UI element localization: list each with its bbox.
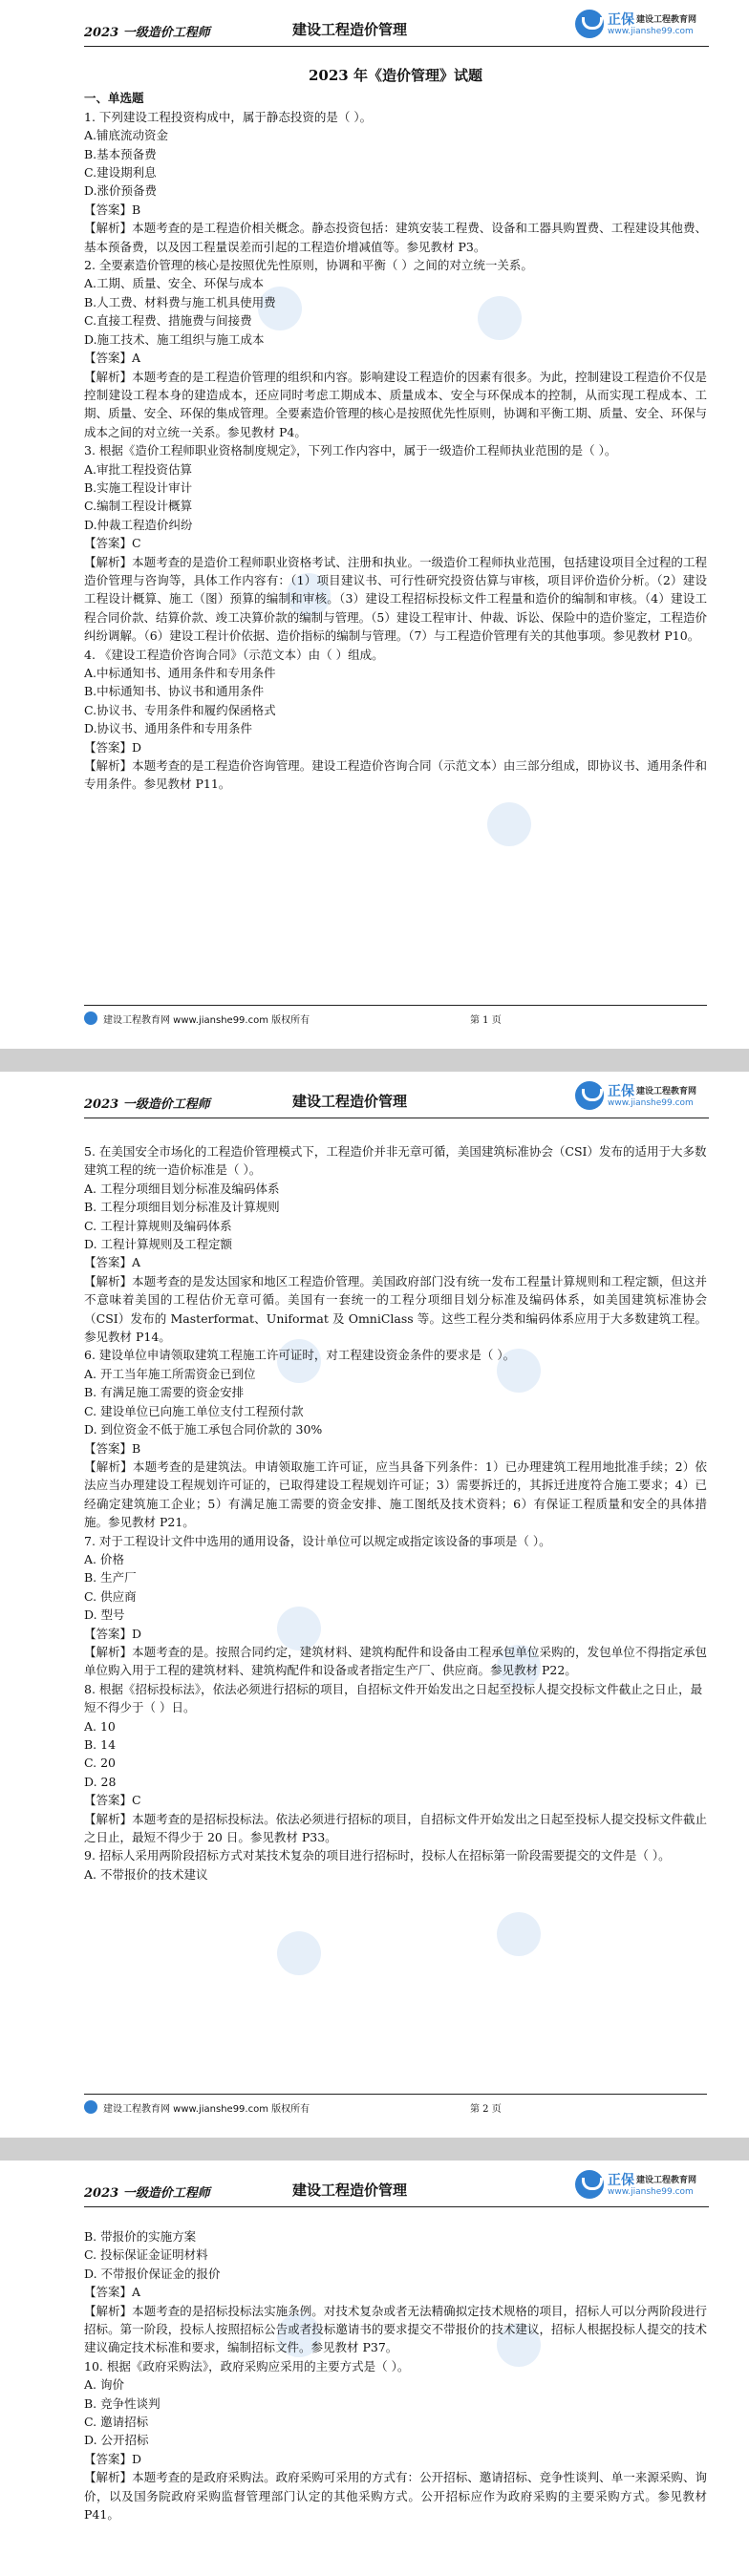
logo-url: www.jianshe99.com bbox=[608, 27, 694, 36]
option-line: D.仲裁工程造价纠纷 bbox=[84, 517, 193, 532]
option-line: D. 型号 bbox=[84, 1607, 125, 1623]
question-stem: 1. 下列建设工程投资构成中，属于静态投资的是（ ）。 bbox=[84, 109, 373, 124]
answer-line: 【答案】C bbox=[84, 1793, 141, 1808]
option-line: A.审批工程投资估算 bbox=[84, 461, 193, 477]
explanation-paragraph: 【解析】本题考查的是工程造价咨询管理。建设工程造价咨询合同（示范文本）由三部分组成，即协议书、通用条件和专用条件。参见教材 P11。 bbox=[84, 758, 707, 792]
explanation-paragraph: 【解析】本题考查的是。按照合同约定，建筑材料、建筑构配件和设备由工程承包单位采购的，发包单位不得指定承包单位购入用于工程的建筑材料、建筑构配件和设备或者指定生产厂、供应商。参见教材 P22。 bbox=[84, 1644, 707, 1678]
option-line: C. 投标保证金证明材料 bbox=[84, 2247, 208, 2263]
question-list bbox=[84, 108, 707, 794]
page-3-content bbox=[84, 2227, 707, 2524]
explanation-paragraph: 【解析】本题考查的是政府采购法。政府采购可采用的方式有：公开招标、邀请招标、竞争性谈判、单一来源采购、询价，以及国务院政府采购监督管理部门认定的其他采购方式。公开招标应作为政府采购的主要采购方式。参见教材 P41。 bbox=[84, 2470, 707, 2523]
option-line: B. 14 bbox=[84, 1737, 117, 1752]
logo-icon bbox=[575, 1081, 604, 1110]
logo-name: 正保 bbox=[608, 2173, 634, 2188]
explanation-paragraph: 【解析】本题考查的是造价工程师职业资格考试、注册和执业。一级造价工程师执业范围，包括建设项目全过程的工程造价管理与咨询等，具体工作内容有：（1）项目建议书、可行性研究投资估算与审核，项目评价造价分析。（2）建设工程设计概算、施工（图）预算的编制和审核。（3）建设工程招标投标文件工程量和造价的编制和审核。（4）建设工程合同价款、结算价款、竣工决算价款的编制与管理。（5）建设工程审计、仲裁、诉讼、保险中的造价鉴定，工程造价纠纷调解。（6）建设工程计价依据、造价指标的编制与管理。（7）与工程造价管理有关的其他事项。参见教材 P10。 bbox=[84, 554, 707, 644]
answer-line: 【答案】A bbox=[84, 2285, 141, 2300]
watermark-icon bbox=[487, 802, 531, 846]
option-line: B.人工费、材料费与施工机具使用费 bbox=[84, 294, 276, 309]
explanation-paragraph: 【解析】本题考查的是招标投标法。依法必须进行招标的项目，自招标文件开始发出之日起至投标人提交投标文件截止之日止，最短不得少于 20 日。参见教材 P33。 bbox=[84, 1811, 707, 1845]
option-line: C.直接工程费、措施费与间接费 bbox=[84, 313, 252, 329]
page-header bbox=[84, 2168, 709, 2207]
option-line: B. 竞争性谈判 bbox=[84, 2395, 160, 2411]
option-line: D. 不带报价保证金的报价 bbox=[84, 2266, 221, 2281]
option-line: D.施工技术、施工组织与施工成本 bbox=[84, 331, 265, 347]
option-line: A. 10 bbox=[84, 1718, 116, 1734]
option-line: A. 询价 bbox=[84, 2377, 124, 2393]
watermark-icon bbox=[277, 1931, 321, 1975]
logo-subtitle: 建设工程教育网 bbox=[636, 1087, 697, 1096]
document-page-1 bbox=[0, 0, 749, 1049]
option-line: C. 20 bbox=[84, 1756, 116, 1771]
question-stem: 4. 《建设工程造价咨询合同》（示范文本）由（ ）组成。 bbox=[84, 647, 384, 662]
option-line: C. 工程计算规则及编码体系 bbox=[84, 1218, 232, 1233]
header-exam-title: 2023 一级造价工程师 bbox=[84, 2186, 210, 2201]
explanation-paragraph: 【解析】本题考查的是招标投标法实施条例。对技术复杂或者无法精确拟定技术规格的项目，招标人可以分两阶段进行招标。第一阶段，投标人按照招标公告或者投标邀请书的要求提交不带报价的技术建议，招标人根据投标人提交的技术建议确定技术标准和要求，编制招标文件。参见教材 P37。 bbox=[84, 2303, 707, 2355]
header-exam-title: 2023 一级造价工程师 bbox=[84, 26, 210, 40]
explanation-paragraph: 【解析】本题考查的是建筑法。申请领取施工许可证，应当具备下列条件：1）已办理建筑工程用地批准手续；2）依法应当办理建设工程规划许可证的，已取得建设工程规划许可证；3）需要拆迁的，其拆迁进度符合施工要求；4）已经确定建筑施工企业；5）有满足施工需要的资金安排、施工图纸及技术资料；6）有保证工程质量和安全的具体措施。参见教材 P21。 bbox=[84, 1458, 707, 1530]
page-2-content bbox=[84, 1142, 707, 1884]
explanation-paragraph: 【解析】本题考查的是工程造价相关概念。静态投资包括：建筑安装工程费、设备和工器具购置费、工程建设其他费、基本预备费，以及因工程量误差而引起的工程造价增减值等。参见教材 P3。 bbox=[84, 221, 707, 254]
option-line: D.协议书、通用条件和专用条件 bbox=[84, 721, 253, 736]
page-number: 第 2 页 bbox=[470, 2104, 502, 2115]
footer-logo-icon bbox=[84, 1011, 97, 1025]
answer-line: 【答案】D bbox=[84, 2451, 142, 2466]
answer-line: 【答案】C bbox=[84, 536, 141, 551]
option-line: B. 生产厂 bbox=[84, 1570, 137, 1586]
option-line: A. 工程分项细目划分标准及编码体系 bbox=[84, 1181, 280, 1196]
option-line: C. 邀请招标 bbox=[84, 2415, 149, 2430]
option-line: B.中标通知书、协议书和通用条件 bbox=[84, 684, 265, 699]
option-line: D. 工程计算规则及工程定额 bbox=[84, 1237, 233, 1252]
question-stem: 5. 在美国安全市场化的工程造价管理模式下，工程造价并非无章可循，美国建筑标准协会（CSI）发布的适用于大多数建筑工程的统一造价标准是（ ）。 bbox=[84, 1144, 707, 1178]
option-line: C.建设期利息 bbox=[84, 165, 157, 181]
logo-url: www.jianshe99.com bbox=[608, 1098, 694, 1108]
question-stem: 2. 全要素造价管理的核心是按照优先性原则，协调和平衡（ ）之间的对立统一关系。 bbox=[84, 258, 533, 273]
logo-subtitle: 建设工程教育网 bbox=[636, 2176, 697, 2185]
footer-logo-icon bbox=[84, 2100, 97, 2114]
question-list bbox=[84, 1142, 707, 1884]
option-line: D. 28 bbox=[84, 1774, 117, 1789]
question-list bbox=[84, 2227, 707, 2524]
option-line: D. 公开招标 bbox=[84, 2433, 149, 2448]
option-line: C.协议书、专用条件和履约保函格式 bbox=[84, 702, 276, 717]
option-line: A.铺底流动资金 bbox=[84, 128, 169, 143]
page-footer bbox=[84, 2094, 707, 2116]
logo-url: www.jianshe99.com bbox=[608, 2187, 694, 2197]
header-subject: 建设工程造价管理 bbox=[292, 1093, 408, 1110]
question-stem: 6. 建设单位申请领取建筑工程施工许可证时，对工程建设资金条件的要求是（ ）。 bbox=[84, 1348, 516, 1363]
answer-line: 【答案】B bbox=[84, 202, 141, 217]
document-title: 2023 年《造价管理》试题 bbox=[309, 67, 482, 84]
brand-logo bbox=[575, 2168, 709, 2203]
option-line: D. 到位资金不低于施工承包合同价款的 30% bbox=[84, 1422, 323, 1437]
answer-line: 【答案】D bbox=[84, 1626, 142, 1641]
logo-name: 正保 bbox=[608, 1084, 634, 1099]
question-stem: 10. 根据《政府采购法》，政府采购应采用的主要方式是（ ）。 bbox=[84, 2358, 410, 2374]
question-stem: 9. 招标人采用两阶段招标方式对某技术复杂的项目进行招标时，投标人在招标第一阶段需要提交的文件是（ ）。 bbox=[84, 1848, 671, 1863]
option-line: C. 供应商 bbox=[84, 1588, 137, 1604]
page-footer bbox=[84, 1005, 707, 1027]
logo-icon bbox=[575, 2170, 604, 2199]
logo-icon bbox=[575, 10, 604, 38]
page-header bbox=[84, 8, 709, 47]
watermark-icon bbox=[497, 1912, 541, 1956]
option-line: A.工期、质量、安全、环保与成本 bbox=[84, 276, 265, 291]
answer-line: 【答案】B bbox=[84, 1440, 141, 1456]
question-stem: 3. 根据《造价工程师职业资格制度规定》，下列工作内容中，属于一级造价工程师执业范围的是（ ）。 bbox=[84, 443, 617, 458]
brand-logo bbox=[575, 8, 709, 42]
option-line: A. 开工当年施工所需资金已到位 bbox=[84, 1366, 256, 1381]
page-header bbox=[84, 1079, 709, 1118]
header-subject: 建设工程造价管理 bbox=[292, 2182, 408, 2199]
footer-copyright: 建设工程教育网 www.jianshe99.com 版权所有 bbox=[103, 2104, 310, 2115]
answer-line: 【答案】A bbox=[84, 1255, 141, 1270]
logo-name: 正保 bbox=[608, 12, 634, 28]
page-number: 第 1 页 bbox=[470, 1015, 502, 1026]
option-line: B. 带报价的实施方案 bbox=[84, 2229, 197, 2244]
explanation-paragraph: 【解析】本题考查的是发达国家和地区工程造价管理。美国政府部门没有统一发布工程量计算规则和工程定额，但这并不意味着美国的工程估价无章可循。美国有一套统一的工程分项细目划分标准及编码体系，如美国建筑标准协会（CSI）发布的 Masterformat、Uniformat 及 OmniClass 等。这些工程分类和编码体系应用于大多数建筑工程。参见教材 P14。 bbox=[84, 1273, 707, 1345]
option-line: B.基本预备费 bbox=[84, 146, 157, 161]
footer-copyright: 建设工程教育网 www.jianshe99.com 版权所有 bbox=[103, 1015, 310, 1026]
question-stem: 7. 对于工程设计文件中选用的通用设备，设计单位可以规定或指定该设备的事项是（ ）。 bbox=[84, 1533, 551, 1548]
option-line: B. 工程分项细目划分标准及计算规则 bbox=[84, 1200, 280, 1215]
document-page-2 bbox=[0, 1072, 749, 2138]
answer-line: 【答案】D bbox=[84, 739, 142, 755]
logo-subtitle: 建设工程教育网 bbox=[636, 15, 697, 25]
option-line: A. 价格 bbox=[84, 1551, 124, 1566]
section-heading: 一、单选题 bbox=[84, 91, 144, 106]
brand-logo bbox=[575, 1079, 709, 1114]
header-subject: 建设工程造价管理 bbox=[292, 21, 408, 38]
document-page-3 bbox=[0, 2161, 749, 2576]
option-line: A.中标通知书、通用条件和专用条件 bbox=[84, 666, 276, 680]
question-stem: 8. 根据《招标投标法》，依法必须进行招标的项目，自招标文件开始发出之日起至投标人提交投标文件截止之日止，最短不得少于（ ）日。 bbox=[84, 1681, 703, 1715]
option-line: C. 建设单位已向施工单位支付工程预付款 bbox=[84, 1403, 304, 1418]
answer-line: 【答案】A bbox=[84, 351, 141, 366]
explanation-paragraph: 【解析】本题考查的是工程造价管理的组织和内容。影响建设工程造价的因素有很多。为此，控制建设工程造价不仅是控制建设工程本身的建造成本，还应同时考虑工期成本、质量成本、安全与环保成本的控制，从而实现工程成本、工期、质量、安全、环保的集成管理。全要素造价管理的核心是按照优先性原则，协调和平衡工期、质量、安全、环保与成本之间的对立统一关系。参见教材 P4。 bbox=[84, 369, 707, 439]
option-line: B.实施工程设计审计 bbox=[84, 479, 193, 495]
page-1-content bbox=[84, 57, 707, 794]
option-line: C.编制工程设计概算 bbox=[84, 499, 193, 514]
header-exam-title: 2023 一级造价工程师 bbox=[84, 1097, 210, 1112]
option-line: B. 有满足施工需要的资金安排 bbox=[84, 1385, 245, 1400]
option-line: D.涨价预备费 bbox=[84, 183, 158, 199]
option-line: A. 不带报价的技术建议 bbox=[84, 1866, 208, 1882]
